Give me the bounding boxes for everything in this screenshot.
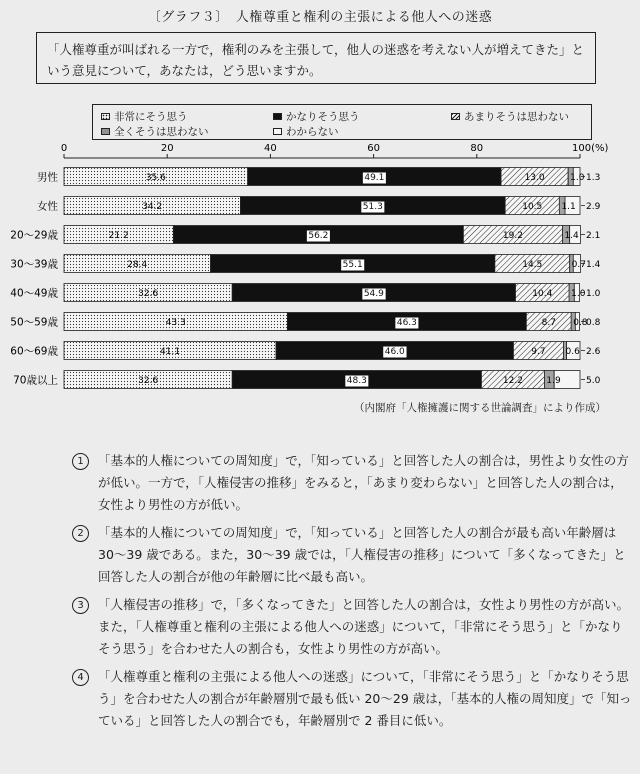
legend-swatch (273, 113, 282, 120)
option-number: 2 (72, 525, 89, 542)
legend-item (451, 109, 569, 124)
data-label: 0.6 (565, 347, 580, 357)
x-tick-label: 40 (264, 143, 277, 154)
data-label: 1.4 (586, 260, 601, 270)
option-text: 「基本的人権についての周知度」で，「知っている」と回答した人の割合は，男性より女性の方が低い。一方で，「人権侵害の推移」をみると，「あまり変わらない」と回答した人の割合は，女性より男性の方が低い。 (98, 453, 629, 512)
data-label: 8.7 (541, 318, 556, 328)
legend-swatch (101, 128, 110, 135)
data-label: 10.4 (532, 289, 553, 299)
data-label: 1.0 (586, 289, 601, 299)
category-label: 20～29歳 (10, 229, 58, 242)
legend-item (273, 109, 360, 124)
data-label: 0.8 (586, 318, 601, 328)
x-tick-label: 100(%) (572, 143, 609, 154)
legend-swatch (273, 128, 282, 135)
survey-question: 「人権尊重が叫ばれる一方で，権利のみを主張して，他人の迷惑を考えない人が増えてきた」という意見について，あなたは，どう思いますか。 (36, 32, 596, 84)
legend-label: 非常にそう思う (114, 111, 188, 123)
option-number: 3 (72, 597, 89, 614)
stacked-bar-chart (0, 140, 640, 390)
option-1[interactable] (72, 450, 632, 516)
data-label: 10.5 (522, 202, 543, 212)
data-label: 1.1 (561, 202, 576, 212)
data-label: 54.9 (363, 289, 384, 299)
data-label: 28.4 (127, 260, 148, 270)
data-label: 46.0 (384, 347, 405, 357)
option-text: 「基本的人権についての周知度」で，「知っている」と回答した人の割合が最も高い年齢層は 30～39 歳である。また，30～39 歳では，「人権侵害の推移」について「多くなってきた」と回答した人の割合が他の年齢層に比べ最も高い。 (98, 525, 626, 584)
data-label: 0.8 (573, 318, 588, 328)
data-label: 1.0 (571, 289, 586, 299)
data-label: 56.2 (308, 231, 329, 241)
data-label: 1.4 (564, 231, 579, 241)
data-label: 35.6 (145, 173, 166, 183)
legend-item (101, 109, 188, 124)
x-tick-label: 60 (367, 143, 380, 154)
option-2[interactable] (72, 522, 632, 588)
answer-options (72, 450, 632, 738)
chart-title: 〔グラフ３〕 人権尊重と権利の主張による他人への迷惑 (147, 10, 493, 25)
data-label: 5.0 (586, 376, 601, 386)
legend (92, 104, 592, 140)
data-label: 49.1 (364, 173, 385, 183)
option-text: 「人権尊重と権利の主張による他人への迷惑」について，「非常にそう思う」と「かなりそう思う」を合わせた人の割合が年齢層別で最も低い 20～29 歳は，「基本的人権の周知度」で「知っている」と回答した人の割合でも，年齢層別で 2 番目に低い。 (98, 669, 632, 728)
data-label: 1.9 (546, 376, 561, 386)
category-label: 50～59歳 (10, 316, 58, 329)
data-label: 2.1 (586, 231, 601, 241)
legend-label: 全くそうは思わない (114, 126, 209, 138)
category-label: 女性 (37, 200, 58, 213)
data-label: 13.0 (524, 173, 545, 183)
x-tick-label: 80 (470, 143, 484, 154)
legend-label: あまりそうは思わない (464, 111, 569, 123)
data-label: 0.7 (571, 260, 587, 270)
legend-swatch (451, 113, 460, 120)
category-label: 60～69歳 (10, 345, 58, 358)
data-label: 21.2 (108, 231, 129, 241)
data-label: 19.2 (502, 231, 523, 241)
data-label: 46.3 (396, 318, 417, 328)
data-label: 12.2 (502, 376, 523, 386)
data-label: 55.1 (342, 260, 363, 270)
legend-item (101, 124, 209, 139)
category-label: 40～49歳 (10, 287, 58, 300)
option-text: 「人権侵害の推移」で，「多くなってきた」と回答した人の割合は，女性より男性の方が高い。また，「人権尊重と権利の主張による他人への迷惑」について，「非常にそう思う」と「かなりそう思う」を合わせた人の割合も，女性より男性の方が高い。 (98, 597, 630, 656)
legend-label: かなりそう思う (286, 111, 360, 123)
option-number: 4 (72, 669, 89, 686)
data-label: 14.5 (522, 260, 543, 270)
legend-item (273, 124, 339, 139)
data-label: 41.1 (160, 347, 181, 357)
option-4[interactable] (72, 666, 632, 732)
legend-label: わからない (286, 126, 339, 138)
legend-swatch (101, 113, 110, 120)
data-label: 1.3 (586, 173, 601, 183)
data-label: 32.6 (138, 376, 159, 386)
source-note: （内閣府「人権擁護に関する世論調査」により作成） (354, 402, 606, 414)
option-number: 1 (72, 453, 89, 470)
data-label: 1.0 (570, 173, 585, 183)
data-label: 48.3 (346, 376, 367, 386)
category-label: 30～39歳 (10, 258, 58, 271)
option-3[interactable] (72, 594, 632, 660)
x-tick-label: 0 (60, 143, 68, 154)
data-label: 43.3 (165, 318, 186, 328)
x-tick-label: 20 (160, 143, 174, 154)
data-label: 2.9 (586, 202, 601, 212)
category-label: 男性 (37, 171, 58, 184)
data-label: 51.3 (362, 202, 383, 212)
category-label: 70歳以上 (13, 374, 58, 387)
data-label: 9.7 (531, 347, 546, 357)
data-label: 34.2 (142, 202, 163, 212)
data-label: 32.6 (138, 289, 159, 299)
data-label: 2.6 (586, 347, 601, 357)
